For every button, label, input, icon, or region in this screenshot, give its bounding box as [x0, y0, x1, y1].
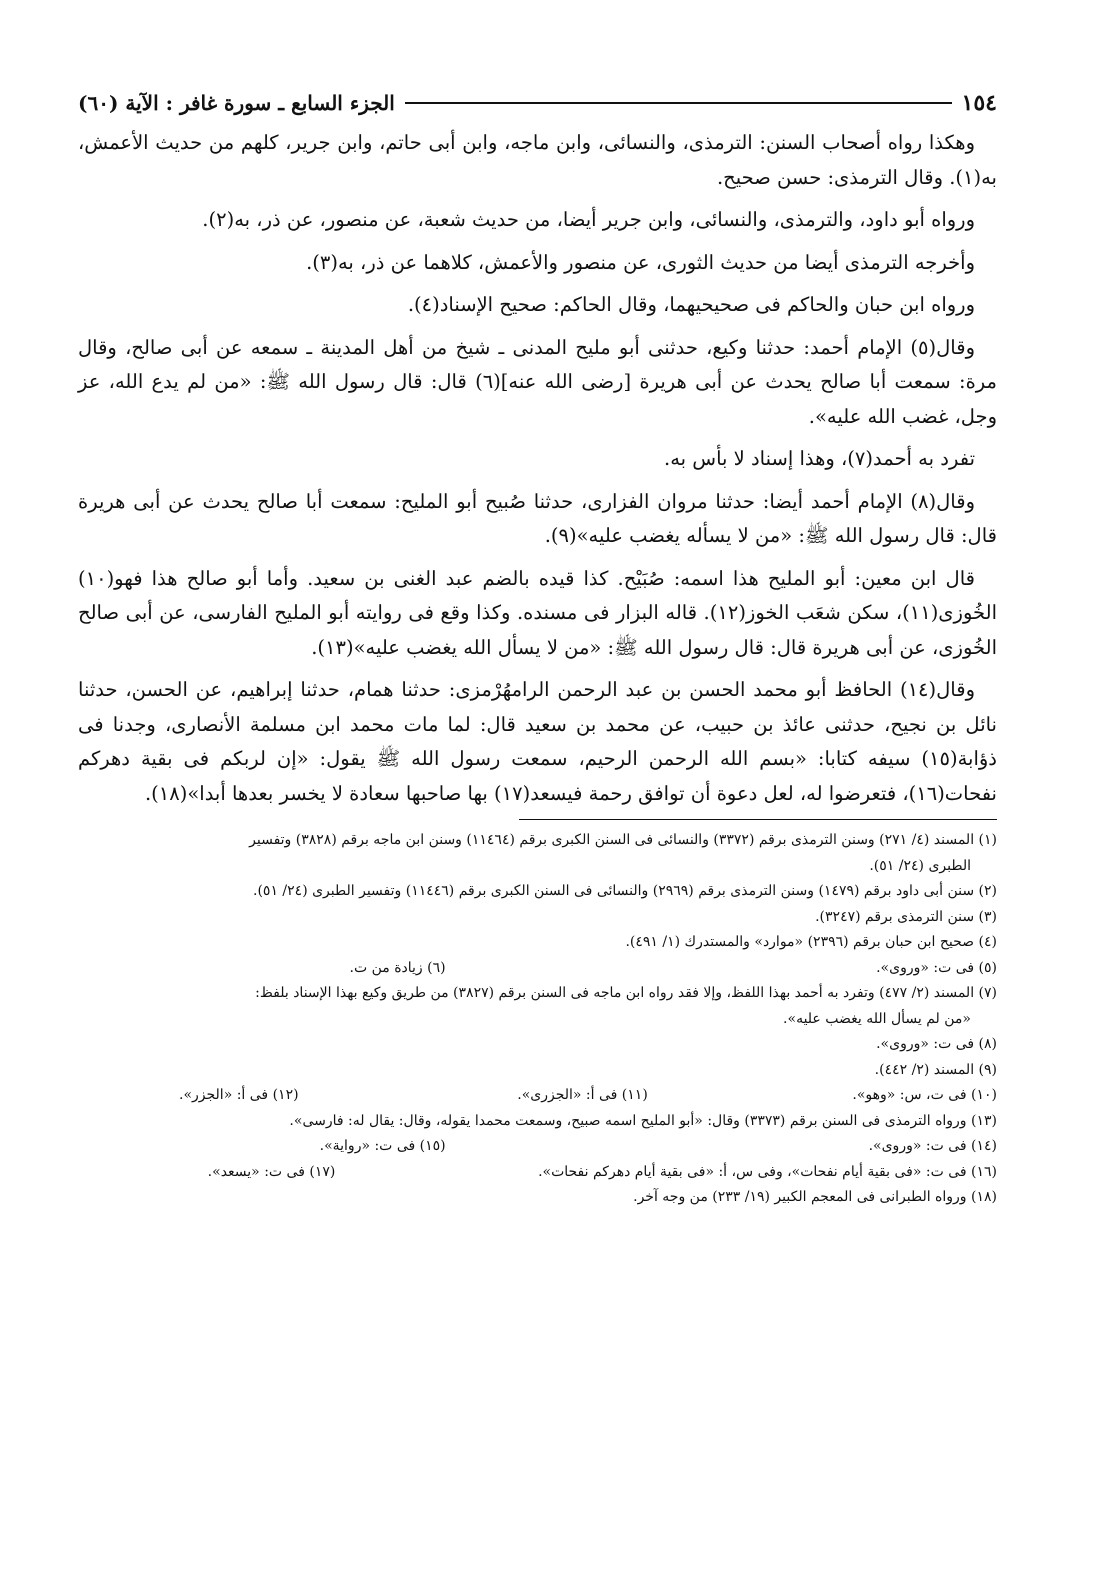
paragraph: ورواه أبو داود، والترمذى، والنسائى، وابن جرير أيضا، من حديث شعبة، عن منصور، عن ذر، به(٢).	[202, 208, 975, 231]
footnote: (٤) صحيح ابن حبان برقم (٢٣٩٦) «موارد» والمستدرك (١/ ٤٩١).	[625, 934, 997, 950]
document-page	[78, 86, 997, 1548]
footnote-separator	[519, 819, 997, 820]
footnote-row	[78, 956, 997, 982]
running-title: الجزء السابع ـ سورة غافر : الآية (٦٠)	[78, 91, 395, 115]
footnote-row	[78, 1160, 997, 1186]
footnote: (١٠) فى ت، س: «وهو».	[852, 1087, 997, 1103]
footnote: (٥) فى ت: «وروى».	[876, 959, 997, 976]
footnote-row	[78, 1134, 997, 1160]
footnote-row	[78, 1083, 997, 1109]
footnote: (١٥) فى ت: «رواية».	[319, 1138, 446, 1154]
footnote: (٩) المسند (٢/ ٤٤٢).	[874, 1061, 997, 1078]
footnotes	[78, 828, 997, 1211]
footnote: (١٨) ورواه الطبرانى فى المعجم الكبير (١٩/ ٢٣٣) من وجه آخر.	[633, 1189, 997, 1205]
page-header	[78, 86, 997, 120]
main-text	[78, 126, 997, 811]
header-rule	[405, 102, 952, 104]
paragraph: وهكذا رواه أصحاب السنن: الترمذى، والنسائى، وابن ماجه، وابن أبى حاتم، وابن جرير، كلهم من حديث الأعمش، به(١). وقال الترمذى: حسن صحيح.	[78, 131, 997, 189]
footnote: (١٦) فى ت: «فى بقية أيام نفحات»، وفى س، أ: «فى بقية أيام دهركم نفحات».	[538, 1163, 997, 1180]
footnote: (٧) المسند (٢/ ٤٧٧) وتفرد به أحمد بهذا اللفظ، وإلا فقد رواه ابن ماجه فى السنن برقم (٣٨٢٧) من طريق وكيع بهذا الإسناد بلفظ:	[255, 985, 997, 1001]
page-number: ١٥٤	[961, 90, 997, 116]
footnote: (١٧) فى ت: «يسعد».	[207, 1163, 336, 1180]
paragraph: وقال(١٤) الحافظ أبو محمد الحسن بن عبد الرحمن الرامهُرْمزى: حدثنا همام، حدثنا إبراهيم، عن الحسن، حدثنا نائل بن نجيح، حدثنى عائذ بن حبيب، عن محمد بن سعيد قال: لما مات محمد ابن مسلمة الأنصارى، وجدنا فى ذؤابة(١٥) سيفه كتابا: «بسم الله الرحمن الرحيم، سمعت رسول الله ﷺ يقول: «إن لربكم فى بقية دهركم نفحات(١٦)، فتعرضوا له، لعل دعوة أن توافق رحمة فيسعد(١٧) بها صاحبها سعادة لا يخسر بعدها أبدا»(١٨).	[78, 678, 997, 805]
paragraph: وأخرجه الترمذى أيضا من حديث الثورى، عن منصور والأعمش، كلاهما عن ذر، به(٣).	[306, 250, 975, 274]
paragraph: قال ابن معين: أبو المليح هذا اسمه: صُبَيْح. كذا قيده بالضم عبد الغنى بن سعيد. وأما أبو صالح هذا فهو(١٠) الخُوزى(١١)، سكن شعَب الخوز(١٢). قاله البزار فى مسنده. وكذا وقع فى روايته أبو المليح الفارسى، عن أبى صالح الخُوزى، عن أبى هريرة قال: قال رسول الله ﷺ: «من لا يسأل الله يغضب عليه»(١٣).	[78, 566, 997, 659]
footnote: (١٤) فى ت: «وروى».	[868, 1138, 997, 1154]
footnote: (١٣) ورواه الترمذى فى السنن برقم (٣٣٧٣) وقال: «أبو المليح اسمه صبيح، وسمعت محمدا يقوله، وقال: يقال له: فارسى».	[289, 1112, 997, 1129]
footnote-continuation: الطبرى (٢٤/ ٥١).	[869, 857, 971, 874]
footnote-continuation: «من لم يسأل الله يغضب عليه».	[783, 1010, 971, 1027]
paragraph: تفرد به أحمد(٧)، وهذا إسناد لا بأس به.	[664, 447, 975, 470]
footnote: (١) المسند (٤/ ٢٧١) وسنن الترمذى برقم (٣٣٧٢) والنسائى فى السنن الكبرى برقم (١١٤٦٤) وسنن ابن ماجه برقم (٣٨٢٨) وتفسير	[249, 832, 997, 848]
footnote: (١٢) فى أ: «الجزر».	[179, 1087, 299, 1103]
footnote: (٣) سنن الترمذى برقم (٣٢٤٧).	[815, 908, 997, 925]
footnote: (٦) زيادة من ت.	[349, 959, 446, 976]
footnote: (٨) فى ت: «وروى».	[876, 1036, 997, 1052]
paragraph: وقال(٨) الإمام أحمد أيضا: حدثنا مروان الفزارى، حدثنا صُبيح أبو المليح: سمعت أبا صالح يحدث عن أبى هريرة قال: قال رسول الله ﷺ: «من لا يسأله يغضب عليه»(٩).	[78, 489, 997, 547]
footnote: (٢) سنن أبى داود برقم (١٤٧٩) وسنن الترمذى برقم (٢٩٦٩) والنسائى فى السنن الكبرى برقم (١١٤٤٦) وتفسير الطبرى (٢٤/ ٥١).	[253, 883, 997, 899]
paragraph: ورواه ابن حبان والحاكم فى صحيحيهما، وقال الحاكم: صحيح الإسناد(٤).	[407, 293, 975, 316]
footnote: (١١) فى أ: «الجزرى».	[517, 1087, 648, 1103]
paragraph: وقال(٥) الإمام أحمد: حدثنا وكيع، حدثنى أبو مليح المدنى ـ شيخ من أهل المدينة ـ سمعه عن أبى صالح، وقال مرة: سمعت أبا صالح يحدث عن أبى هريرة [رضى الله عنه](٦) قال: قال رسول الله ﷺ: «من لم يدع الله، عز وجل، غضب الله عليه».	[78, 335, 997, 428]
